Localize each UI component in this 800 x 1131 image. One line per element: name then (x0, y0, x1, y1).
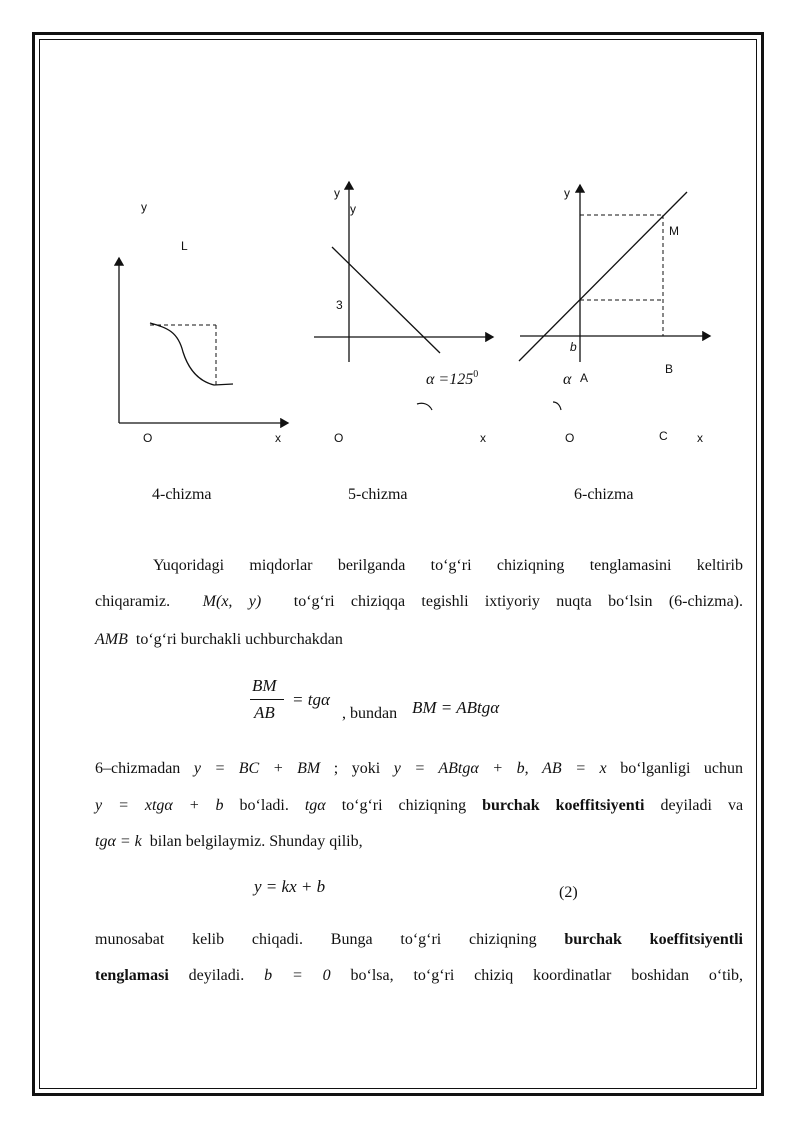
fig6-x-label: x (697, 431, 703, 445)
eq1-denominator: AB (254, 703, 275, 722)
line4: 6–chizmadan y = BC + BM ; yoki y = ABtgα + b, AB = x bo‘lganligi uchun (95, 760, 744, 777)
fig5-y-label-2: y (350, 202, 356, 216)
fig6-angle-arc (553, 402, 561, 410)
term-tenglamasi: tenglamasi (95, 967, 169, 984)
fig6-caption: 6-chizma (574, 486, 634, 503)
eq1-result: BM = ABtgα (412, 698, 500, 717)
para1-line1: Yuqoridagi miqdorlar berilganda to‘g‘ri chiziqning tenglamasini keltirib (153, 557, 743, 574)
fig6-y-label: y (564, 186, 570, 200)
fig4-caption: 4-chizma (152, 486, 212, 503)
line7: munosabat kelib chiqadi. Bunga to‘g‘ri chiziqning burchak koeffitsiyentli (95, 931, 743, 948)
figure-6 (519, 185, 710, 445)
line8: tenglamasi deyiladi. b = 0 bo‘lsa, to‘g‘ri chiziq koordinatlar boshidan o‘tib, (95, 967, 744, 984)
fig4-y-label: y (141, 200, 147, 214)
fig6-origin-label: O (565, 431, 575, 445)
fig4-x-label: x (275, 431, 281, 445)
fig4-origin-label: O (143, 431, 153, 445)
eq1-mid: , bundan (342, 705, 398, 722)
fig5-caption: 5-chizma (348, 486, 408, 503)
fig5-angle-label: $\alpha =125^0$ (426, 369, 479, 388)
fig5-origin-label: O (334, 431, 344, 445)
eq2-number: (2) (559, 884, 578, 901)
fig5-angle-arc (417, 403, 432, 410)
fig6-b-label: b (570, 340, 577, 354)
fig6-alpha-label: α (563, 371, 572, 388)
eq1-rhs: = tgα (292, 690, 330, 709)
fig6-point-a: A (580, 371, 589, 385)
eq1-numerator: BM (252, 676, 277, 695)
line6: tgα = k bilan belgilaymiz. Shunday qilib, (95, 833, 363, 850)
term-burchak-koeffitsiyentli: burchak koeffitsiyentli (564, 931, 743, 948)
line5: y = xtgα + b bo‘ladi. tgα to‘g‘ri chiziqning burchak koeffitsiyenti deyiladi va (95, 797, 744, 814)
para1-line3: AMB to‘g‘ri burchakli uchburchakdan (95, 631, 343, 648)
eq1-fraction-bar (250, 699, 284, 700)
fig6-point-m: M (669, 224, 679, 238)
fig5-intercept-label: 3 (336, 298, 343, 312)
figure-5 (314, 182, 493, 445)
fig4-curve-l (150, 323, 233, 385)
fig5-x-label: x (480, 431, 486, 445)
figure-4 (119, 200, 288, 445)
para1-line2: chiqaramiz. M(x, y) to‘g‘ri chiziqqa tegishli ixtiyoriy nuqta bo‘lsin (6-chizma). (95, 593, 743, 610)
fig4-curve-label: L (181, 239, 188, 253)
fig5-y-label: y (334, 186, 340, 200)
term-burchak-koeffitsiyenti: burchak koeffitsiyenti (482, 797, 645, 814)
fig6-point-c: C (659, 429, 668, 443)
figures-svg (0, 0, 800, 470)
fig6-point-b: B (665, 362, 674, 376)
eq2-formula: y = kx + b (254, 877, 326, 896)
